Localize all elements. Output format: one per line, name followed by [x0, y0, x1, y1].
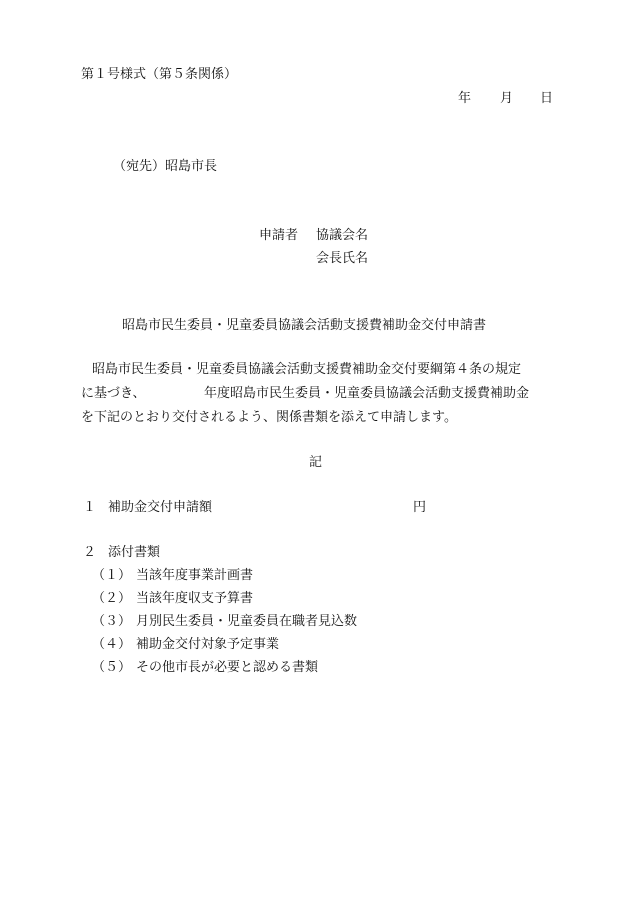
applicant-label: 申請者: [259, 228, 299, 243]
date-year-label: 年: [458, 91, 472, 106]
body-line-3: を下記のとおり交付されるよう、関係書類を添えて申請します。: [81, 410, 457, 425]
item-2-number: ２: [83, 545, 97, 560]
sub-item-text: 補助金交付対象予定事業: [136, 637, 280, 652]
applicant-chair-label: 会長氏名: [316, 251, 369, 266]
addressee: （宛先）昭島市長: [113, 159, 218, 174]
sub-item-number: （１）: [92, 568, 132, 583]
sub-item-text: 当該年度事業計画書: [136, 568, 254, 583]
applicant-org-label: 協議会名: [316, 228, 369, 243]
body-line-2-pre: に基づき、: [81, 386, 146, 401]
sub-item-number: （２）: [92, 591, 132, 606]
sub-item-number: （４）: [92, 637, 132, 652]
item-1-label: 補助金交付申請額: [108, 500, 213, 515]
form-number: 第１号様式（第５条関係）: [81, 67, 238, 82]
document-title: 昭島市民生委員・児童委員協議会活動支援費補助金交付申請書: [122, 318, 487, 333]
ki-marker: 記: [309, 455, 323, 470]
body-line-2-post: 年度昭島市民生委員・児童委員協議会活動支援費補助金: [204, 386, 530, 401]
sub-item-number: （５）: [92, 660, 132, 675]
sub-item-number: （３）: [92, 614, 132, 629]
item-1-unit: 円: [413, 500, 427, 515]
sub-item-text: 当該年度収支予算書: [136, 591, 254, 606]
date-month-label: 月: [500, 91, 514, 106]
item-2-label: 添付書類: [108, 545, 161, 560]
body-line-1: 昭島市民生委員・児童委員協議会活動支援費補助金交付要綱第４条の規定: [92, 362, 522, 377]
sub-item-text: その他市長が必要と認める書類: [136, 660, 319, 675]
sub-item-text: 月別民生委員・児童委員在職者見込数: [136, 614, 358, 629]
item-1-number: １: [83, 500, 97, 515]
date-day-label: 日: [540, 91, 554, 106]
